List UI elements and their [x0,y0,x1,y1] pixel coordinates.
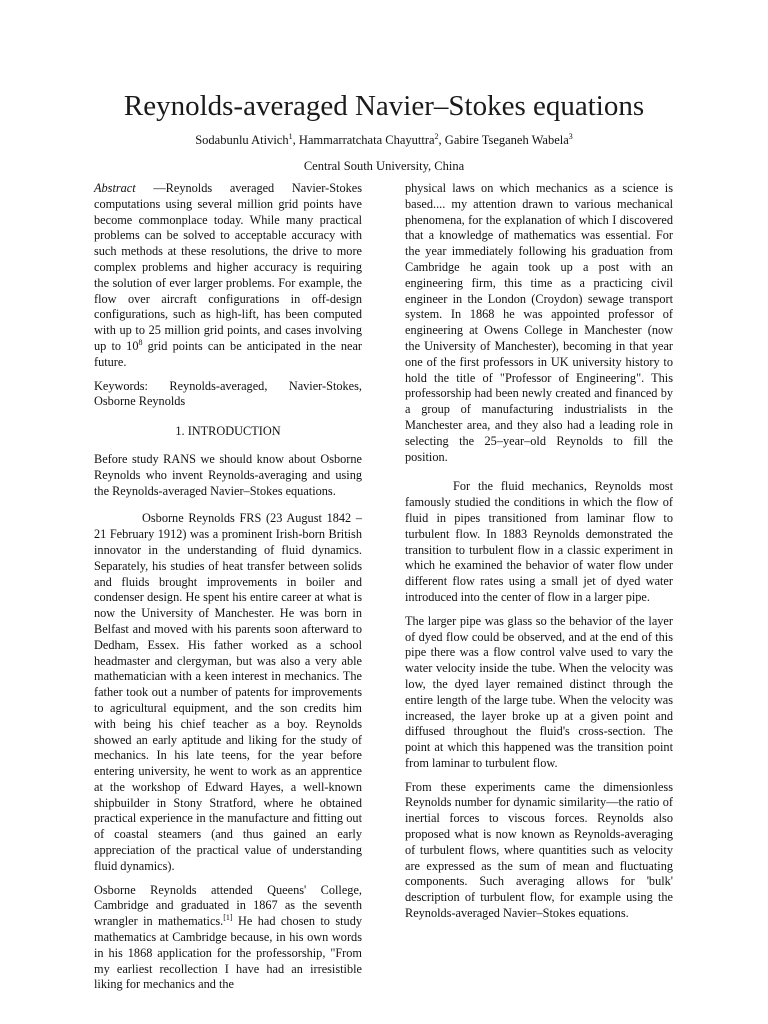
author-name: Hammarratchata Chayuttra [298,133,435,147]
body-paragraph: The larger pipe was glass so the behavior of the layer of dyed flow could be observed, and at the end of this pipe there was a flow control valve used to vary the water velocity inside the tube. When the velocity was low, the dyed layer remained distinct through the entire length of the large tube. When the velocity was increased, the layer broke up at a given point and diffused throughout the fluid's cross-section. The point at which this happened was the transition point from laminar to turbulent flow. [405,613,673,770]
section-heading-introduction: 1. INTRODUCTION [175,424,281,439]
author-name: Sodabunlu Ativich [195,133,289,147]
author-name: Gabire Tseganeh Wabela [444,133,569,147]
left-column [94,181,362,1001]
abstract-text: —Reynolds averaged Navier-Stokes computations using several million grid points have become commonplace today. While many practical problems can be solved to acceptable accuracy with such methods at these resolutions, the drive to more complex problems and higher accuracy is requiring the solution of ever larger problems. For example, the flow over aircraft configurations in off-design configurations, such as high-lift, has been computed with up to 25 million grid points, and cases involving up to 10 [94,181,362,353]
author-list: Sodabunlu Ativich$^1$, Hammarratchata Chayuttra$^2$, Gabire Tseganeh Wabela$^3$ [195,131,573,147]
paper-title: Reynolds-averaged Navier–Stokes equations [123,90,645,122]
body-paragraph: physical laws on which mechanics as a science is based.... my attention drawn to various mechanical phenomena, for the explanation of which I discovered that a knowledge of mathematics was essential. For the year immediately following his graduation from Cambridge he again took up a post with an engineering firm, this time as a practicing civil engineer in the London (Croydon) sewage transport system. In 1868 he was appointed professor of engineering at Owens College in Manchester (now the University of Manchester), becoming in that year one of the first professors in UK university history to hold the title of "Professor of Engineering". This professorship had been newly created and financed by a group of manufacturing industrialists in the Manchester area, and they also had a leading role in selecting the 25–year–old Reynolds to fill the position. [405,181,673,464]
paragraph-text: He had chosen to study mathematics at Cambridge because, in his own words in his 1868 application for the professorship, "From my earliest recollection I have had an irresistible liking for mechanics and the [94,914,362,992]
intro-paragraph [94,883,362,994]
affiliation: Central South University, China [303,159,465,173]
abstract-paragraph [94,181,362,371]
body-paragraph: For the fluid mechanics, Reynolds most famously studied the conditions in which the flow of fluid in pipes transitioned from laminar flow to turbulent flow. In 1883 Reynolds demonstrated the transition to turbulent flow in a classic experiment in which he examined the behavior of water flow under different flow rates using a small jet of dyed water introduced into the center of flow in a larger pipe. [405,479,673,604]
abstract-text-end: grid points can be anticipated in the near future. [94,338,362,369]
citation-link[interactable]: [1] [223,913,233,923]
paragraph-text: Osborne Reynolds attended Queens' College, Cambridge and graduated in 1867 as the seventh wrangler in mathematics. [94,882,362,929]
right-column [405,181,673,930]
keywords: Keywords: Reynolds-averaged, Navier-Stokes, Osborne Reynolds [94,378,362,409]
affiliation-mark: 2 [434,131,439,141]
intro-paragraph: Osborne Reynolds FRS (23 August 1842 – 21 February 1912) was a prominent Irish-born British innovator in the understanding of fluid dynamics. Separately, his studies of heat transfer between solids and fluids brought improvements in boiler and condenser design. He spent his entire career at what is now the University of Manchester. He was born in Belfast and moved with his parents soon afterward to Dedham, Essex. His father worked as a school headmaster and clergyman, but was also a very able mathematician with a keen interest in mechanics. The father took out a number of patents for improvements to agricultural equipment, and the son credits him with being his chief teacher as a boy. Reynolds showed an early aptitude and liking for the study of mechanics. In his late teens, for the year before entering university, he went to work as an apprentice at the workshop of Edward Hayes, a well-known shipbuilder in Stony Stratford, where he obtained practical experience in the manufacture and fitting out of coastal steamers (and thus gained an early appreciation of the practical value of understanding fluid dynamics). [94,511,362,873]
body-paragraph: From these experiments came the dimensionless Reynolds number for dynamic similarity—the ratio of inertial forces to viscous forces. Reynolds also proposed what is now known as Reynolds-averaging of turbulent flows, where quantities such as velocity are expressed as the sum of mean and fluctuating components. Such averaging allows for 'bulk' description of turbulent flow, for example using the Reynolds-averaged Navier–Stokes equations. [405,779,673,921]
intro-paragraph: Before study RANS we should know about Osborne Reynolds who invent Reynolds-averaging and using the Reynolds-averaged Navier–Stokes equations. [94,451,362,498]
abstract-exponent: 8 [138,337,143,347]
affiliation-mark: 1 [288,131,293,141]
abstract-label: Abstract [94,181,136,195]
affiliation-mark: 3 [568,131,573,141]
